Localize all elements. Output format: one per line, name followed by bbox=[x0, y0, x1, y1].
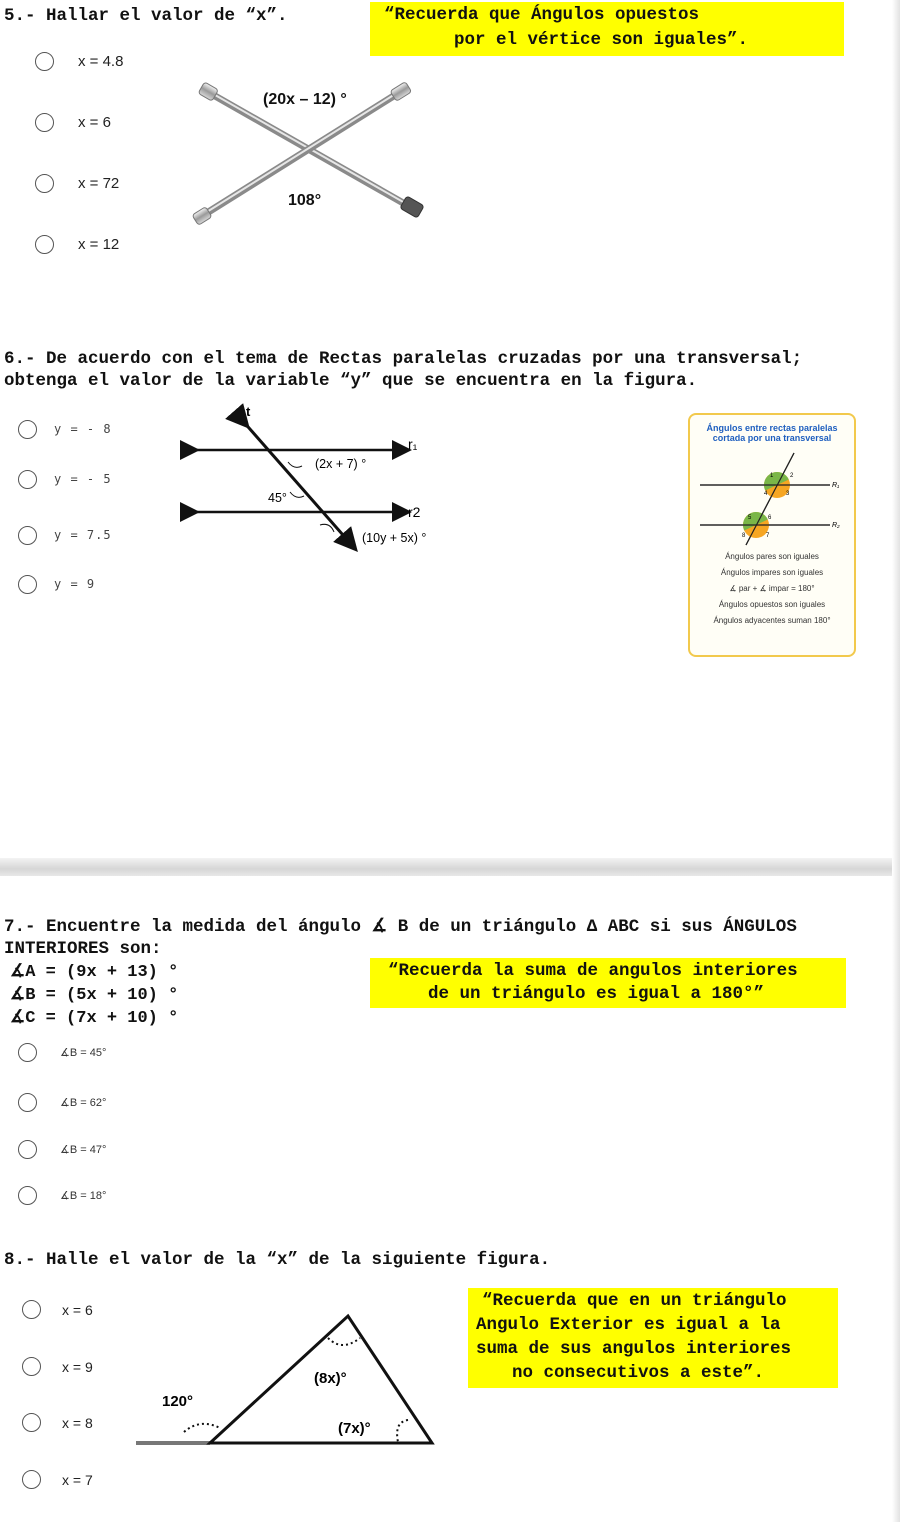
card-note-3: ∡ par + ∡ impar = 180° bbox=[729, 584, 815, 593]
card-title-line-1: Ángulos entre rectas paralelas bbox=[706, 423, 838, 433]
q8-exterior-angle-label: 120° bbox=[162, 1393, 194, 1410]
q7-title-line-2: INTERIORES son: bbox=[4, 939, 162, 959]
q7-option-radio-4[interactable] bbox=[18, 1186, 37, 1205]
q6-option-radio-2[interactable] bbox=[18, 470, 37, 489]
q5-option-radio-4[interactable] bbox=[35, 235, 54, 254]
q6-option-radio-3[interactable] bbox=[18, 526, 37, 545]
q8-hint-line-3: suma de sus angulos interiores bbox=[476, 1339, 792, 1359]
q6-option-radio-4[interactable] bbox=[18, 575, 37, 594]
page-separator bbox=[0, 858, 900, 876]
q6-angle-3-label: (10y + 5x) ° bbox=[362, 531, 427, 545]
q7-option-label-4: ∡B = 18° bbox=[60, 1190, 107, 1202]
q5-option-label-4: x = 12 bbox=[78, 236, 120, 253]
q8-option-label-4: x = 7 bbox=[62, 1472, 93, 1488]
q8-hint-line-2: Angulo Exterior es igual a la bbox=[476, 1315, 781, 1335]
card-note-4: Ángulos opuestos son iguales bbox=[718, 600, 826, 609]
q5-lug-wrench-figure bbox=[190, 80, 430, 230]
card-angle-1: 1 bbox=[770, 473, 774, 479]
card-label-r2: R₂ bbox=[832, 522, 840, 529]
q7-hint-line-1: “Recuerda la suma de angulos interiores bbox=[388, 961, 798, 981]
card-angle-5: 5 bbox=[748, 515, 752, 521]
q7-hint-line-2: de un triángulo es igual a 180°” bbox=[428, 984, 765, 1004]
card-angle-2: 2 bbox=[790, 473, 794, 479]
q5-hint-line-2: por el vértice son iguales”. bbox=[454, 30, 749, 50]
q8-top-angle-label: (8x)° bbox=[314, 1370, 347, 1387]
q6-title-line-1: 6.- De acuerdo con el tema de Rectas paralelas cruzadas por una transversal; bbox=[4, 349, 803, 369]
q8-option-radio-2[interactable] bbox=[22, 1357, 41, 1376]
q7-angle-b: ∡B = (5x + 10) ° bbox=[10, 986, 179, 1005]
line-transversal-t bbox=[242, 420, 350, 543]
q6-title-line-2: obtenga el valor de la variable “y” que se encuentra en la figura. bbox=[4, 371, 698, 391]
q8-option-radio-3[interactable] bbox=[22, 1413, 41, 1432]
card-angle-3: 3 bbox=[786, 491, 790, 497]
card-title-line-2: cortada por una transversal bbox=[712, 433, 832, 443]
q5-angle-bottom-label: 108° bbox=[288, 192, 322, 209]
q5-option-radio-3[interactable] bbox=[35, 174, 54, 193]
q6-parallel-lines-figure bbox=[170, 400, 460, 555]
q8-option-radio-1[interactable] bbox=[22, 1300, 41, 1319]
q7-option-radio-2[interactable] bbox=[18, 1093, 37, 1112]
q8-right-angle-label: (7x)° bbox=[338, 1420, 371, 1437]
card-angle-8: 8 bbox=[742, 533, 746, 539]
q6-option-label-3: y = 7.5 bbox=[54, 528, 112, 542]
q5-hint bbox=[370, 2, 844, 56]
q6-option-label-1: y = - 8 bbox=[54, 422, 112, 436]
q7-option-label-1: ∡B = 45° bbox=[60, 1047, 107, 1059]
q7-title-line-1: 7.- Encuentre la medida del ángulo ∡ B de un triángulo Δ ABC si sus ÁNGULOS bbox=[4, 917, 797, 937]
q6-reference-card bbox=[688, 413, 856, 657]
q5-title: 5.- Hallar el valor de “x”. bbox=[4, 6, 288, 26]
card-note-1: Ángulos pares son iguales bbox=[725, 552, 819, 561]
q6-option-label-2: y = - 5 bbox=[54, 472, 112, 486]
q6-angle-2-label: 45° bbox=[268, 491, 287, 505]
card-notes bbox=[690, 549, 854, 629]
q8-option-label-1: x = 6 bbox=[62, 1302, 93, 1318]
q6-angle-1-label: (2x + 7) ° bbox=[315, 457, 367, 471]
q8-title: 8.- Halle el valor de la “x” de la siguiente figura. bbox=[4, 1250, 551, 1270]
q8-option-label-2: x = 9 bbox=[62, 1359, 93, 1375]
card-note-5: Ángulos adyacentes suman 180° bbox=[713, 616, 831, 625]
q8-hint-line-1: “Recuerda que en un triángulo bbox=[482, 1291, 787, 1311]
q5-option-radio-1[interactable] bbox=[35, 52, 54, 71]
card-angle-6: 6 bbox=[768, 515, 772, 521]
q7-option-label-3: ∡B = 47° bbox=[60, 1144, 107, 1156]
q5-option-label-1: x = 4.8 bbox=[78, 53, 124, 70]
q7-option-radio-3[interactable] bbox=[18, 1140, 37, 1159]
q6-option-label-4: y = 9 bbox=[54, 577, 96, 591]
q7-option-label-2: ∡B = 62° bbox=[60, 1097, 107, 1109]
q5-angle-top-label: (20x – 12) ° bbox=[263, 91, 347, 108]
q8-option-label-3: x = 8 bbox=[62, 1415, 93, 1431]
card-diagram bbox=[690, 447, 854, 547]
q8-hint-line-4: no consecutivos a este”. bbox=[512, 1363, 765, 1383]
card-angle-4: 4 bbox=[764, 491, 768, 497]
q6-r2-label: r2 bbox=[408, 504, 421, 520]
q8-triangle-figure bbox=[130, 1310, 440, 1450]
q5-hint-line-1: “Recuerda que Ángulos opuestos bbox=[384, 5, 700, 25]
q6-t-label: t bbox=[246, 404, 251, 419]
q6-r1-label: r₁ bbox=[408, 436, 418, 452]
q7-option-radio-1[interactable] bbox=[18, 1043, 37, 1062]
q8-option-radio-4[interactable] bbox=[22, 1470, 41, 1489]
q5-option-radio-2[interactable] bbox=[35, 113, 54, 132]
card-label-r1: R₁ bbox=[832, 482, 840, 489]
q6-option-radio-1[interactable] bbox=[18, 420, 37, 439]
q7-angle-a: ∡A = (9x + 13) ° bbox=[10, 963, 179, 982]
card-angle-7: 7 bbox=[766, 533, 770, 539]
card-note-2: Ángulos impares son iguales bbox=[720, 568, 824, 577]
q8-hint bbox=[468, 1288, 838, 1388]
page-edge-shadow bbox=[892, 0, 900, 1522]
q7-hint bbox=[370, 958, 846, 1008]
q5-option-label-3: x = 72 bbox=[78, 175, 120, 192]
q5-option-label-2: x = 6 bbox=[78, 114, 111, 131]
q7-angle-c: ∡C = (7x + 10) ° bbox=[10, 1009, 179, 1028]
